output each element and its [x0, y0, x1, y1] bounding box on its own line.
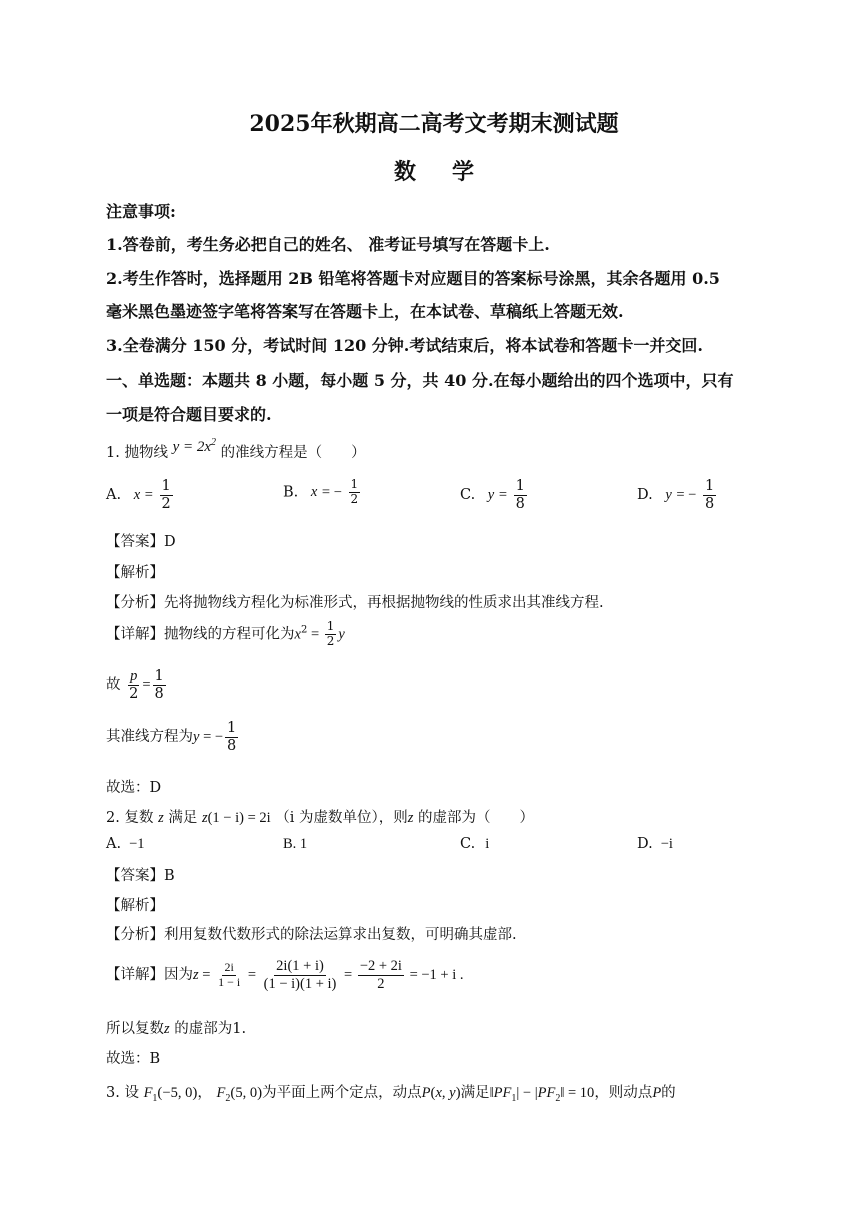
q2-imag: 所以复数z 的虚部为1. [106, 1021, 247, 1037]
section1-line2: 一项是符合题目要求的. [106, 405, 272, 424]
question-3-stem: 3. 设 $F_1(-5$, 0)， $F_2(5$, 0)为平面上两个定点，动点P(x, y)满足$‖PF_1|$ − $|PF_2‖ = 10$，则动点P的 [106, 1085, 676, 1104]
q1-directrix: 其准线方程为y = − $\frac{1}{8}$ [106, 720, 237, 754]
notice-item-2a: 2.考生作答时，选择题用 2B 铅笔将答题卡对应题目的答案标号涂黑，其余各题用 0.5 [106, 269, 720, 288]
section1-line1: 一、单选题：本题共 8 小题，每小题 5 分，共 40 分.在每小题给出的四个选项中，只有 [106, 371, 734, 390]
q1-prefix: 1. 抛物线 [106, 445, 168, 461]
subject-title: 数学 [393, 159, 510, 185]
q1-choose: 故选：D [106, 780, 162, 796]
notice-item-2b: 毫米黑色墨迹签字笔将答案写在答题卡上，在本试卷、草稿纸上答题无效. [106, 302, 624, 321]
q2-option-c[interactable]: C. i [460, 836, 490, 852]
q2-option-d[interactable]: D. −i [637, 836, 673, 852]
q1-suffix: 的准线方程是（ ） [220, 445, 366, 461]
q2-choose: 故选：B [106, 1051, 161, 1067]
q1-gu: 故 $\frac{p}{2}$ = $\frac{1}{8}$ [106, 668, 164, 702]
notice-item-3: 3.全卷满分 150 分，考试时间 120 分钟.考试结束后，将本试卷和答题卡一并交回. [106, 336, 703, 355]
q1-analysis: 【分析】先将抛物线方程化为标准形式，再根据抛物线的性质求出其准线方程. [106, 595, 604, 611]
q2-answer: 【答案】B [106, 868, 175, 884]
q2-detail: 【详解】因为z = $\frac{2i}{1 - i}$ = $\frac{2i(1 + i)}{(1 - i)(1 + i)}$ = $\frac{-2 + 2i}{2}$ = −1 + i . [106, 958, 464, 992]
q1-option-a[interactable]: A. x = $\frac{1}{2}$ [106, 478, 171, 512]
q1-answer: 【答案】D [106, 534, 176, 550]
q2-analysis: 【分析】利用复数代数形式的除法运算求出复数，可明确其虚部. [106, 927, 517, 943]
notice-item-1: 1.答卷前，考生务必把自己的姓名、 准考证号填写在答题卡上. [106, 235, 550, 254]
q2-option-a[interactable]: A. −1 [106, 836, 145, 852]
q1-option-d[interactable]: D. y = − $\frac{1}{8}$ [637, 478, 715, 512]
question-1-stem [106, 437, 366, 462]
exam-title: 2025年秋期高二高考文考期末测试题 [249, 111, 619, 137]
q1-option-c[interactable]: C. y = $\frac{1}{8}$ [460, 478, 525, 512]
question-2-stem: 2. 复数 z 满足 z(1 − i) = 2i （i 为虚数单位），则z 的虚部为（ ） [106, 810, 535, 826]
q2-jiexi: 【解析】 [106, 898, 164, 914]
q1-detail: 【详解】抛物线的方程可化为$x^2$ = $\frac{1}{2}$ y [106, 619, 345, 648]
q1-jiexi: 【解析】 [106, 565, 164, 581]
q1-option-b[interactable]: B. x = − $\frac{1}{2}$ [283, 477, 359, 506]
q2-option-b[interactable]: B. 1 [283, 836, 308, 852]
q1-equation: $y = 2x^2$ [172, 437, 216, 455]
notice-heading: 注意事项: [106, 202, 176, 221]
